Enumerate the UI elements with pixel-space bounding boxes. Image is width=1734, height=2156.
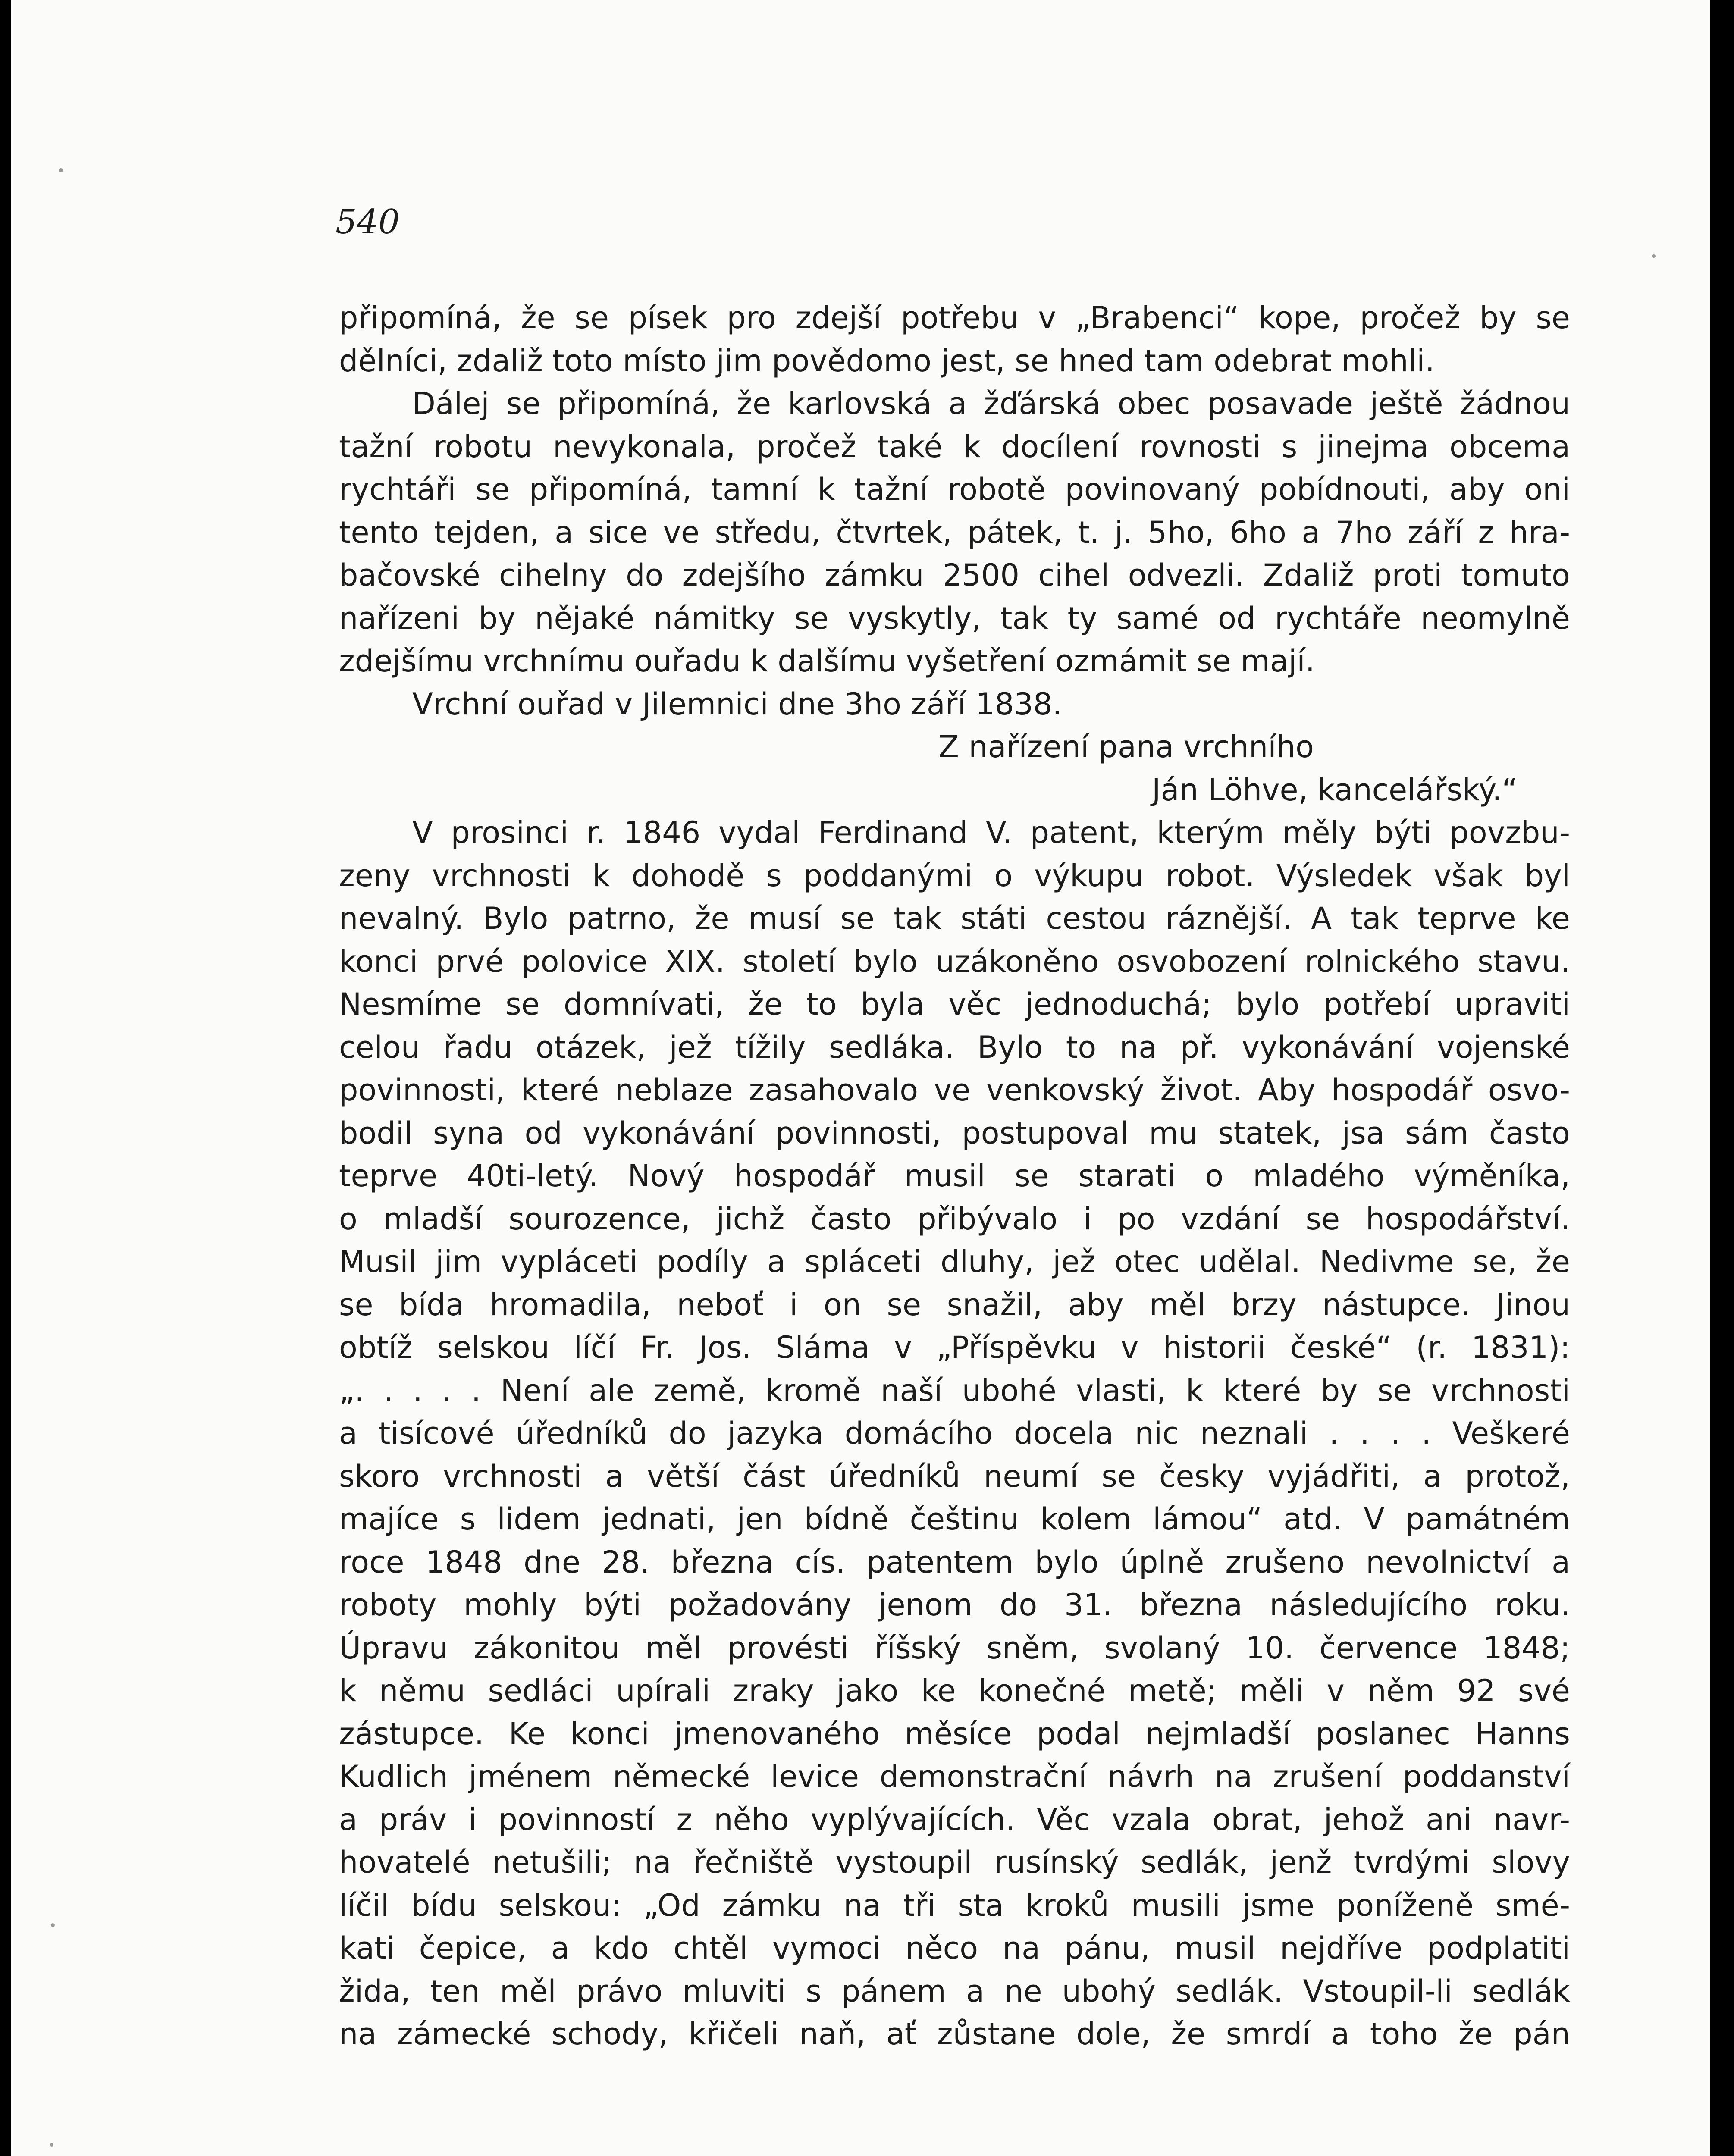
scan-speck	[51, 1923, 55, 1927]
text-line: V prosinci r. 1846 vydal Ferdinand V. patent, kterým měly býti povzbu-	[412, 815, 1570, 850]
text-line: Nesmíme se domnívati, že to byla věc jednoduchá; bylo potřebí upraviti	[339, 987, 1570, 1022]
scan-speck	[59, 168, 63, 172]
text-line: Musil jim vypláceti podíly a spláceti dluhy, jež otec udělal. Nedivme se, že	[339, 1244, 1570, 1279]
text-line: zdejšímu vrchnímu ouřadu k dalšímu vyšetření ozmámit se mají.	[339, 643, 1315, 679]
text-line: celou řadu otázek, jež tížily sedláka. Bylo to na př. vykonávání vojenské	[339, 1029, 1570, 1065]
text-line: dělníci, zdaliž toto místo jim povědomo jest, se hned tam odebrat mohli.	[339, 343, 1435, 379]
text-line: rychtáři se připomíná, tamní k tažní robotě povinovaný pobídnouti, aby oni	[339, 472, 1570, 507]
text-line: Vrchní ouřad v Jilemnici dne 3ho září 1838.	[412, 686, 1062, 722]
text-line: bodil syna od vykonávání povinnosti, postupoval mu statek, jsa sám často	[339, 1115, 1570, 1151]
text-line: a tisícové úředníků do jazyka domácího docela nic neznali . . . . Veškeré	[339, 1416, 1570, 1451]
text-line: o mladší sourozence, jichž často přibývalo i po vzdání se hospodářství.	[339, 1201, 1570, 1237]
text-line: nevalný. Bylo patrno, že musí se tak státi cestou ráznější. A tak teprve ke	[339, 901, 1570, 936]
text-line: líčil bídu selskou: „Od zámku na tři sta kroků musili jsme poníženě smé-	[339, 1887, 1570, 1923]
text-line: kati čepice, a kdo chtěl vymoci něco na pánu, musil nejdříve podplatiti	[339, 1930, 1570, 1966]
text-line: tažní robotu nevykonala, pročež také k docílení rovnosti s jinejma obcema	[339, 429, 1570, 464]
text-line: zástupce. Ke konci jmenovaného měsíce podal nejmladší poslanec Hanns	[339, 1716, 1570, 1752]
text-line: a práv i povinností z něho vyplývajících. Věc vzala obrat, jehož ani navr-	[339, 1802, 1570, 1837]
text-line: hovatelé netušili; na řečniště vystoupil rusínský sedlák, jenž tvrdými slovy	[339, 1845, 1570, 1880]
text-line: tento tejden, a sice ve středu, čtvrtek, pátek, t. j. 5ho, 6ho a 7ho září z hra-	[339, 514, 1570, 550]
text-line: bačovské cihelny do zdejšího zámku 2500 cihel odvezli. Zdaliž proti tomuto	[339, 558, 1570, 593]
text-line: Kudlich jménem německé levice demonstrační návrh na zrušení poddanství	[339, 1759, 1570, 1794]
text-line: roce 1848 dne 28. března cís. patentem bylo úplně zrušeno nevolnictví a	[339, 1544, 1570, 1580]
text-line: skoro vrchnosti a větší část úředníků neumí se česky vyjádřiti, a protož,	[339, 1458, 1570, 1494]
page-number: 540	[336, 203, 400, 241]
text-line: roboty mohly býti požadovány jenom do 31. března následujícího roku.	[339, 1587, 1570, 1623]
body-text	[339, 297, 1570, 2056]
text-line: obtíž selskou líčí Fr. Jos. Sláma v „Příspěvku v historii české“ (r. 1831):	[339, 1330, 1570, 1365]
text-line: povinnosti, které neblaze zasahovalo ve venkovský život. Aby hospodář osvo-	[339, 1072, 1570, 1108]
text-line: připomíná, že se písek pro zdejší potřebu v „Brabenci“ kope, pročež by se	[339, 300, 1570, 335]
text-line: nařízeni by nějaké námitky se vyskytly, tak ty samé od rychtáře neomylně	[339, 600, 1570, 636]
text-line: na zámecké schody, křičeli naň, ať zůstane dole, že smrdí a toho že pán	[339, 2016, 1570, 2052]
text-line: Úpravu zákonitou měl provésti říšský sněm, svolaný 10. července 1848;	[339, 1630, 1570, 1666]
text-line: zeny vrchnosti k dohodě s poddanými o výkupu robot. Výsledek však byl	[339, 858, 1570, 893]
scan-speck	[50, 2143, 53, 2147]
text-line: konci prvé polovice XIX. století bylo uzákoněno osvobození rolnického stavu.	[339, 943, 1570, 979]
scan-speck	[1652, 254, 1656, 258]
text-line: se bída hromadila, neboť i on se snažil, aby měl brzy nástupce. Jinou	[339, 1287, 1570, 1322]
text-line: „. . . . . Není ale země, kromě naší ubohé vlasti, k které by se vrchnosti	[339, 1373, 1570, 1408]
text-line: k němu sedláci upírali zraky jako ke konečné metě; měli v něm 92 své	[339, 1673, 1570, 1708]
text-line: teprve 40ti-letý. Nový hospodář musil se starati o mladého výměníka,	[339, 1158, 1570, 1194]
signature-line: Ján Löhve, kancelářský.“	[1152, 772, 1518, 808]
book-page	[11, 0, 1710, 2156]
text-line: Dálej se připomíná, že karlovská a žďárská obec posavade ještě žádnou	[412, 386, 1570, 421]
text-line: majíce s lidem jednati, jen bídně češtinu kolem lámou“ atd. V památném	[339, 1501, 1570, 1537]
text-line: žida, ten měl právo mluviti s pánem a ne ubohý sedlák. Vstoupil-li sedlák	[339, 1973, 1570, 2009]
signature-line: Z nařízení pana vrchního	[938, 729, 1314, 765]
